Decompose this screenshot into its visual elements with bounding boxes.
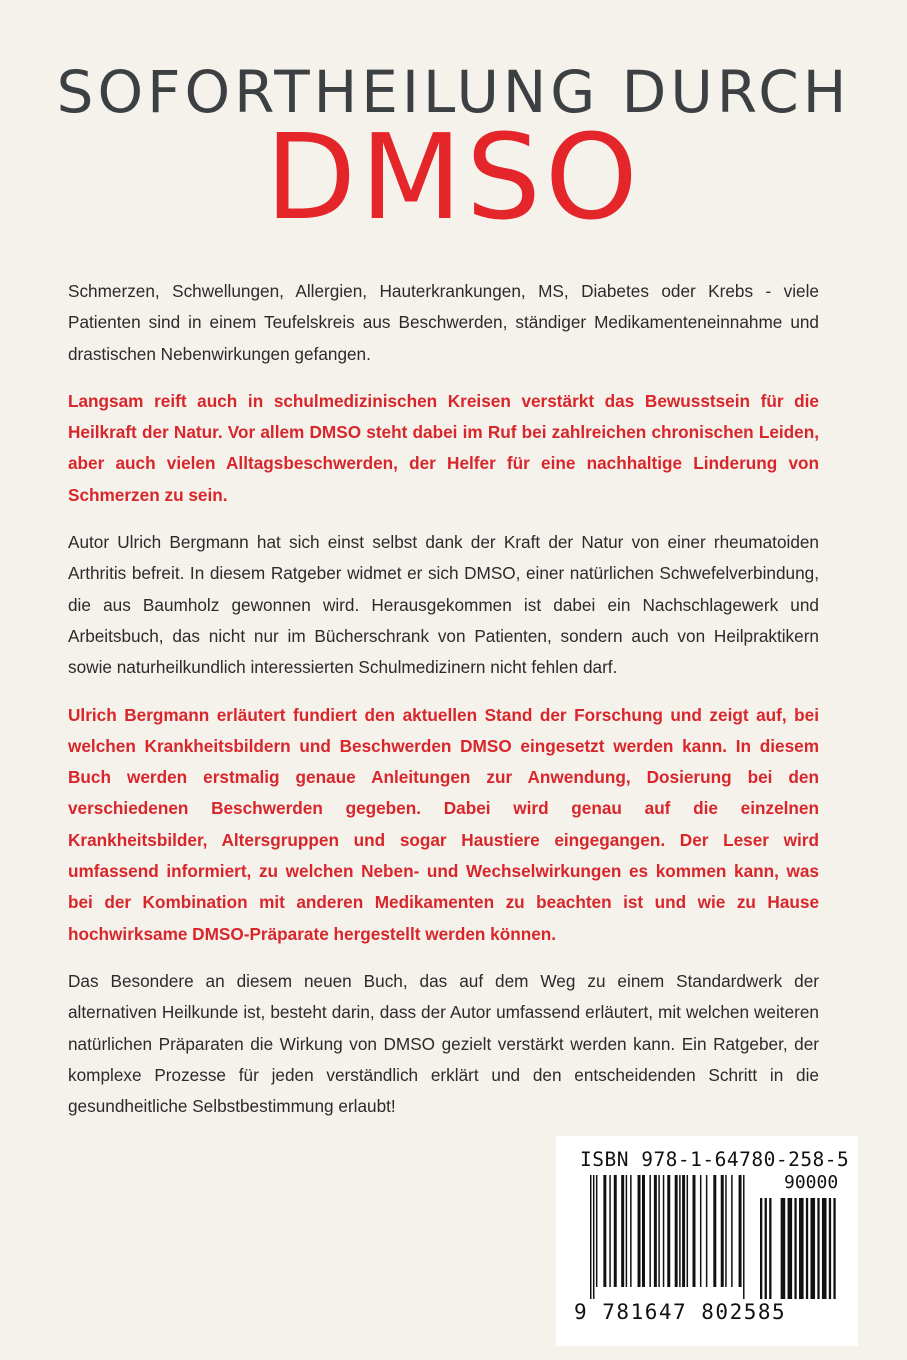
barcode-bar: [693, 1175, 696, 1287]
cover-title-dmso: DMSO: [265, 108, 642, 246]
blurb-text: [68, 276, 819, 1138]
barcode-bar: [760, 1198, 762, 1299]
barcode-bar: [725, 1175, 726, 1287]
barcode-bar: [806, 1198, 808, 1299]
barcode-bar: [739, 1175, 742, 1287]
barcode-bar: [781, 1198, 786, 1299]
cover-title-line1: SOFORTHEILUNG DURCH: [56, 58, 851, 126]
barcode-bar: [675, 1175, 678, 1287]
barcode-bar: [609, 1175, 610, 1287]
blurb-paragraph-4: Ulrich Bergmann erläutert fundiert den aktuellen Stand der Forschung und zeigt auf, bei welchen Krankheitsbildern und Beschwerden DMSO eingesetzt werden kann. In diesem Buch werden erstmalig genaue Anleitungen zur Anwendung, Dosierung bei den verschiedenen Beschwerden gegeben. Dabei wird genau auf die einzelnen Krankheitsbilder, Altersgruppen und sogar Haustiere eingegangen. Der Leser wird umfassend informiert, zu welchen Neben- und Wechselwirkungen es kommen kann, was bei der Kombination mit anderen Medikamenten zu beachten ist und wie zu Hause hochwirksame DMSO-Präparate hergestellt werden können.: [68, 704, 819, 944]
barcode-bar: [679, 1175, 680, 1287]
barcode-bar: [614, 1175, 617, 1287]
price-code: 90000: [784, 1172, 839, 1193]
barcode-bar: [682, 1175, 685, 1287]
barcode-bar: [654, 1175, 657, 1287]
barcode-bar: [810, 1198, 815, 1299]
ean-digits: 9 781647 802585: [574, 1300, 787, 1324]
barcode-bar: [630, 1175, 631, 1287]
blurb-paragraph-2: Langsam reift auch in schulmedizinischen Kreisen verstärkt das Bewusstsein für die Heilkraft der Natur. Vor allem DMSO steht dabei im Ruf bei zahlreichen chronischen Leiden, aber auch vielen Alltagsbeschwerden, der Helfer für eine nachhaltige Linderung von Schmerzen zu sein.: [68, 390, 819, 505]
barcode-bar: [667, 1175, 670, 1287]
barcode-bar: [799, 1198, 804, 1299]
barcode-bar: [731, 1175, 732, 1287]
barcode-bar: [794, 1198, 796, 1299]
addon-barcode: [760, 1198, 838, 1299]
barcode-bar: [713, 1175, 716, 1287]
barcode-bar: [706, 1175, 707, 1287]
barcode-bar: [590, 1175, 591, 1299]
barcode-bar: [822, 1198, 827, 1299]
barcode-bar: [642, 1175, 645, 1287]
blurb-paragraph-3: Autor Ulrich Bergmann hat sich einst selbst dank der Kraft der Natur von einer rheumatoiden Arthritis befreit. In diesem Ratgeber widmet er sich DMSO, einer natürlichen Schwefelverbindung, die aus Baumholz gewonnen wird. Herausgekommen ist dabei ein Nachschlagewerk und Arbeitsbuch, das nicht nur im Bücherschrank von Patienten, sondern auch von Heilpraktikern sowie naturheilkundlich interessierten Schulmedizinern nicht fehlen darf.: [68, 532, 819, 678]
barcode-bar: [638, 1175, 641, 1287]
barcode-bar: [743, 1175, 744, 1299]
barcode-bar: [663, 1175, 664, 1287]
barcode-bar: [721, 1175, 724, 1287]
barcode-bar: [700, 1175, 701, 1287]
barcode-bar: [817, 1198, 819, 1299]
barcode-bar: [765, 1198, 767, 1299]
barcode-bar: [687, 1175, 688, 1287]
barcode-bar: [621, 1175, 624, 1287]
barcode-bar: [603, 1175, 606, 1287]
barcode-bar: [829, 1198, 831, 1299]
isbn-label: ISBN 978-1-64780-258-5: [580, 1148, 850, 1171]
barcode-bar: [626, 1175, 627, 1287]
barcode-bar: [788, 1198, 793, 1299]
barcode-bar: [649, 1175, 650, 1287]
barcode-bar: [833, 1198, 835, 1299]
barcode-bar: [593, 1175, 594, 1299]
barcode-bar: [658, 1175, 659, 1287]
barcode-bar: [596, 1175, 597, 1287]
blurb-paragraph-5: Das Besondere an diesem neuen Buch, das auf dem Weg zu einem Standardwerk der alternativen Heilkunde ist, besteht darin, dass der Autor umfassend erläutert, mit welchen weiteren natürlichen Präparaten die Wirkung von DMSO gezielt verstärkt werden kann. Ein Ratgeber, der komplexe Prozesse für jeden verständlich erklärt und den entscheidenden Schritt in die gesundheitliche Selbstbestimmung erlaubt!: [68, 970, 819, 1117]
ean-barcode: [590, 1175, 746, 1299]
barcode-bar: [769, 1198, 771, 1299]
blurb-paragraph-1: Schmerzen, Schwellungen, Allergien, Hauterkrankungen, MS, Diabetes oder Krebs - viele Patienten sind in einem Teufelskreis aus Beschwerden, ständiger Medikamenteneinnahme und drastischen Nebenwirkungen gefangen.: [68, 281, 819, 364]
